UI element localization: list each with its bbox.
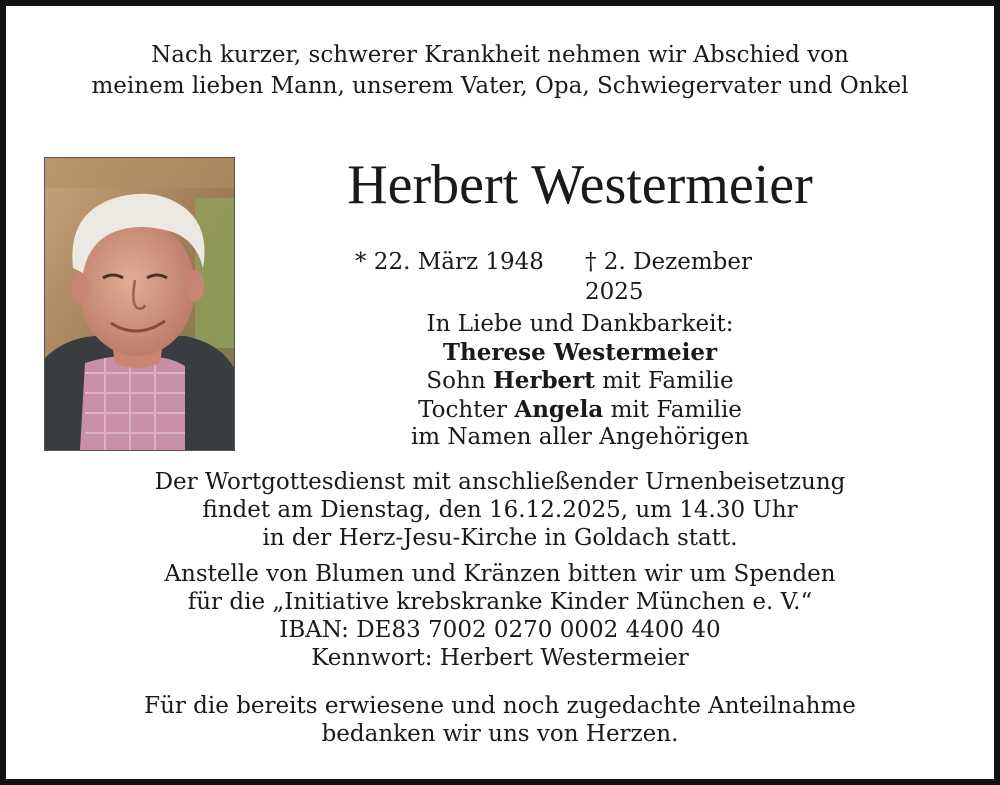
son-line — [330, 367, 830, 396]
son-prefix: Sohn — [426, 368, 486, 394]
service-line-3: in der Herz-Jesu-Kirche in Goldach statt. — [262, 525, 738, 551]
daughter-line — [330, 396, 830, 425]
donation-iban: IBAN: DE83 7002 0270 0002 4400 40 — [279, 617, 721, 643]
son-name: Herbert — [492, 367, 595, 394]
son-suffix: mit Familie — [602, 368, 734, 394]
portrait-photo-icon — [45, 158, 234, 450]
donation-info — [0, 560, 1000, 672]
thanks-line-2: bedanken wir uns von Herzen. — [321, 721, 679, 747]
spouse-line — [330, 339, 830, 368]
service-line-1: Der Wortgottesdienst mit anschließender Urnenbeisetzung — [154, 469, 846, 495]
donation-keyword: Kennwort: Herbert Westermeier — [311, 645, 689, 671]
death-date: † 2. Dezember 2025 — [585, 249, 752, 305]
birth-date: * 22. März 1948 — [355, 249, 544, 275]
relatives-line: im Namen aller Angehörigen — [410, 424, 750, 450]
life-dates — [355, 247, 815, 305]
intro-text — [0, 40, 1000, 102]
service-info — [0, 468, 1000, 552]
daughter-prefix: Tochter — [418, 396, 508, 423]
mourners-list — [330, 311, 830, 452]
donation-line-2: für die „Initiative krebskranke Kinder München e. V.“ — [187, 589, 813, 615]
thanks-line-1: Für die bereits erwiesene und noch zugedachte Anteilnahme — [144, 693, 856, 719]
portrait-photo — [44, 157, 235, 451]
service-line-2: findet am Dienstag, den 16.12.2025, um 14.30 Uhr — [202, 497, 798, 523]
deceased-name: Herbert Westermeier — [347, 154, 813, 216]
thanks-text — [0, 692, 1000, 748]
daughter-name: Angela — [514, 395, 604, 423]
mourners-heading: In Liebe und Dankbarkeit: — [426, 311, 734, 337]
spouse-name: Therese Westermeier — [442, 338, 718, 366]
intro-line-1: Nach kurzer, schwerer Krankheit nehmen wir Abschied von — [151, 42, 849, 68]
donation-line-1: Anstelle von Blumen und Kränzen bitten wir um Spenden — [164, 561, 836, 587]
intro-line-2: meinem lieben Mann, unserem Vater, Opa, Schwiegervater und Onkel — [91, 73, 909, 99]
daughter-suffix: mit Familie — [610, 396, 742, 423]
